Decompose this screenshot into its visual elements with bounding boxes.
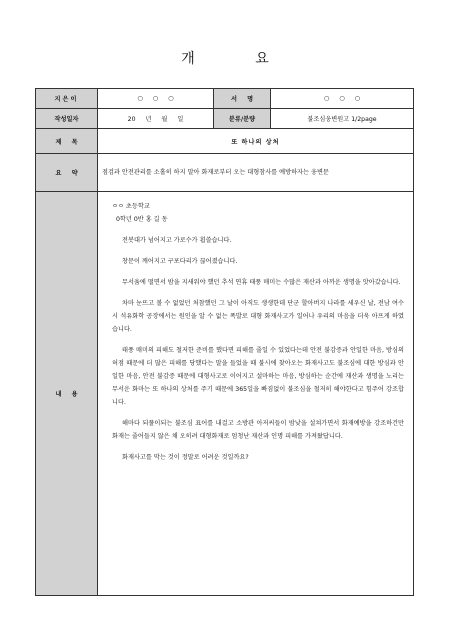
paragraph: 화재사고를 막는 것이 정말로 어려운 것일까요? xyxy=(122,454,249,461)
author-value: ○ ○ ○ xyxy=(98,89,214,109)
summary-form-table xyxy=(35,88,414,596)
author-row xyxy=(36,89,414,109)
sign-label: 서 명 xyxy=(214,89,271,109)
date-value: 20 년 월 일 xyxy=(98,109,214,129)
sign-value: ○ ○ ○ xyxy=(271,89,414,109)
body-row xyxy=(36,192,414,596)
summary-row xyxy=(36,154,414,192)
paragraph: 해마다 되풀이되는 불조심 표어를 내걸고 소방관 아저씨들이 밤낮을 설쳐가면서 화재예방을 강조하건만 화재는 줄어들지 않은 채 오히려 대형화재로 엄청난 재산과 인명 피해를 가져왔답니다. xyxy=(112,420,404,440)
category-label: 분류/분량 xyxy=(214,109,271,129)
subject-label: 제 목 xyxy=(36,129,98,154)
date-label: 작성일자 xyxy=(36,109,98,129)
paragraph: 창문이 깨어지고 구포다리가 끊어졌습니다. xyxy=(122,258,238,265)
school-name: ㅇㅇ 초등학교 xyxy=(112,203,150,210)
body-label: 내 용 xyxy=(36,192,98,596)
paragraph: 차마 눈뜨고 볼 수 없었던 처참했던 그 날이 아직도 생생한데 단군 할아버지 나라를 세우신 날, 전남 여수시 석유화학 공장에서는 원인을 알 수 없는 폭발로 대형 화재사고가 일어나 우리의 마음을 더욱 아프게 하였습니다. xyxy=(112,300,404,333)
subject-row xyxy=(36,129,414,154)
paragraph: 태풍 매미의 피해도 철저한 준비를 했다면 피해를 줄일 수 있었다는데 안전 불감증과 안일한 마음, 방심의 허점 때문에 더 많은 피해를 당했다는 말을 들었을 때 불시에 찾아오는 화재사고도 불조심에 대한 방심과 안일한 마음, 안전 불감증 때문에 대형사고로 이어지고 설마하는 마음, 방심하는 순간에 재산과 생명을 노리는 무서운 화마는 또 하나의 상처를 주기 때문에 365일을 빠짐없이 불조심을 철저히 해야한다고 힘주어 강조합니다. xyxy=(112,347,404,406)
date-row xyxy=(36,109,414,129)
summary-value: 점검과 안전관리를 소홀히 하지 말아 화재로부터 오는 대형참사를 예방하자는 웅변문 xyxy=(98,154,414,192)
paragraph: 전봇대가 넘어지고 가로수가 휩쓸습니다. xyxy=(122,237,232,244)
paragraph: 무서움에 떨면서 밤을 지새워야 했던 추석 연휴 태풍 매미는 수많은 재산과 아까운 생명을 앗아갔습니다. xyxy=(122,279,401,286)
student-name: 0학년 0반 홍 길 동 xyxy=(116,216,168,223)
author-label: 지은이 xyxy=(36,89,98,109)
summary-label: 요 약 xyxy=(36,154,98,192)
page-title: 개 요 xyxy=(181,51,297,67)
subject-value: 또 하나의 상처 xyxy=(98,129,414,154)
body-content xyxy=(98,192,414,596)
category-value: 불조심웅변원고 1/2page xyxy=(271,109,414,129)
